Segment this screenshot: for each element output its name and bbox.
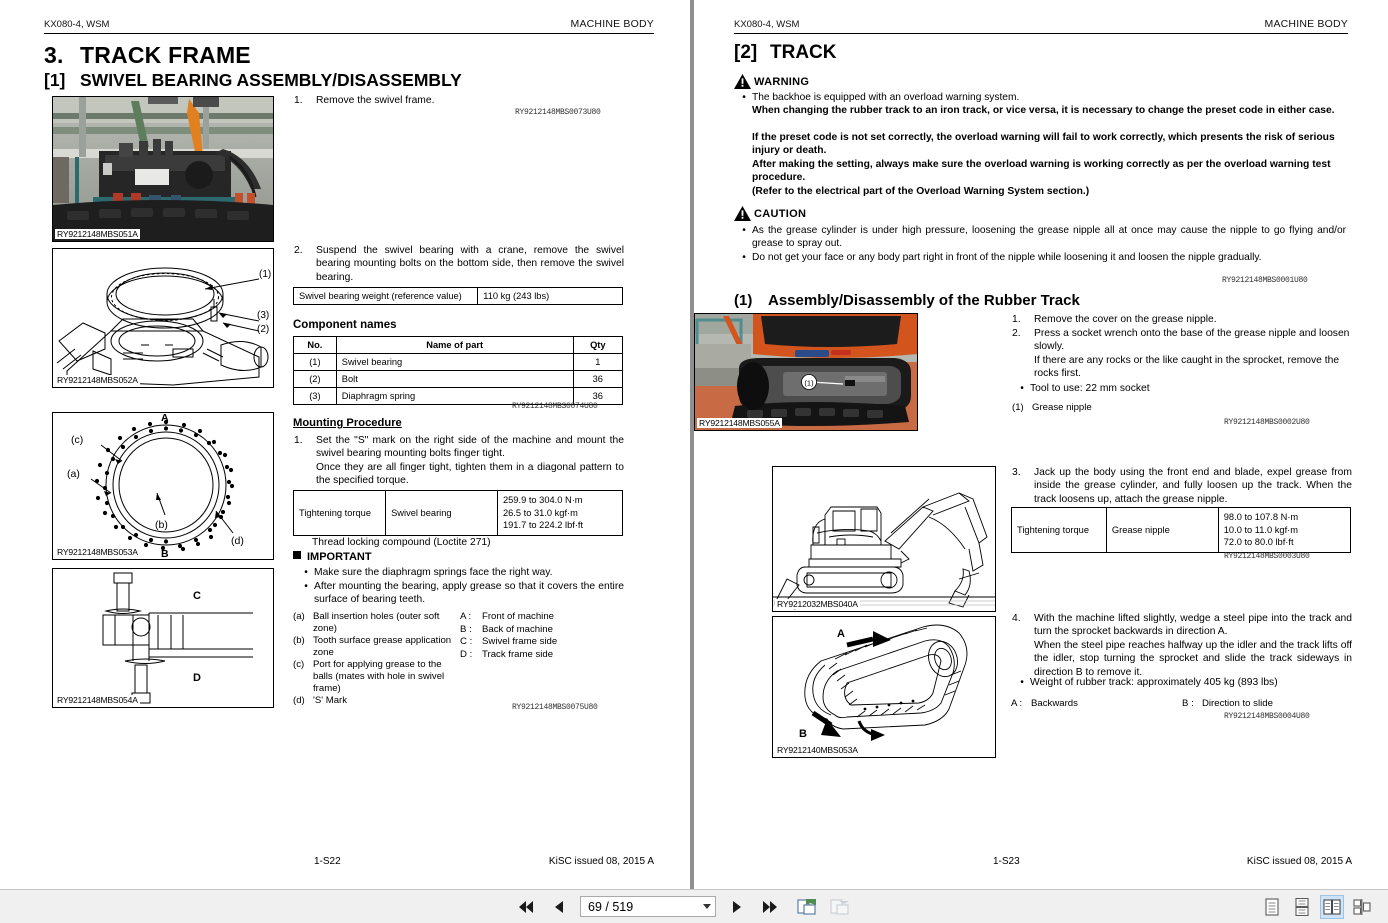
left-step-1 bbox=[294, 94, 624, 107]
two-page-icon bbox=[1323, 898, 1341, 916]
header-model: KX080-4, WSM bbox=[734, 19, 800, 30]
header-section: MACHINE BODY bbox=[1264, 18, 1348, 30]
weight-bullet bbox=[1016, 676, 1352, 689]
table-header-row bbox=[294, 337, 623, 354]
legend-key: (a) bbox=[293, 611, 305, 622]
torque-kgfm: 26.5 to 31.0 kgf·m bbox=[502, 507, 578, 518]
warning-label: WARNING bbox=[754, 75, 810, 88]
legend-key: A : bbox=[460, 611, 472, 622]
figure-track-nipple-photo bbox=[694, 313, 918, 431]
view-book-button[interactable] bbox=[1350, 895, 1374, 919]
legend-text: Tooth surface grease application zone bbox=[313, 635, 452, 658]
figure-swivel-bearing-drawing bbox=[52, 248, 274, 388]
legend-key: D : bbox=[460, 648, 473, 660]
important-item-2 bbox=[300, 580, 624, 607]
view-mode-group bbox=[1260, 895, 1374, 919]
page-title-number: [2] bbox=[734, 42, 758, 63]
tightening-torque-table-right bbox=[1011, 507, 1351, 553]
cell-no: (2) bbox=[294, 371, 337, 388]
page-subtitle-number: [1] bbox=[44, 70, 66, 90]
weight-text: Weight of rubber track: approximately 405 kg (893 lbs) bbox=[1030, 677, 1278, 688]
legend-item-b bbox=[1182, 697, 1352, 710]
legend-column-left bbox=[293, 611, 453, 707]
important-text: After mounting the bearing, apply grease so that it covers the entire surface of bearing teeth. bbox=[314, 581, 624, 606]
step-number: 2. bbox=[294, 245, 303, 256]
remove-bookmark-button[interactable] bbox=[828, 895, 852, 919]
svg-text:D: D bbox=[193, 672, 201, 684]
step-number: 2. bbox=[1012, 328, 1021, 339]
right-step-4-cont: When the steel pipe reaches halfway up the idler and the track lifts off the idler, stop turning the sprocket and slide the track sideways in direction B to remove it. bbox=[1034, 640, 1352, 678]
bullet-icon: • bbox=[742, 225, 746, 236]
view-continuous-button[interactable] bbox=[1290, 895, 1314, 919]
right-step-2-cont: If there are any rocks or the like caught in the sprocket, remove the rocks first. bbox=[1034, 355, 1340, 380]
caution-item-1 bbox=[738, 224, 1346, 250]
tool-bullet bbox=[1016, 382, 1346, 395]
table-row bbox=[294, 354, 623, 371]
caution-text: Do not get your face or any body part right in front of the nipple while loosening it and loosen the nipple gradually. bbox=[752, 252, 1262, 263]
figure-caption: RY9212148MBS052A bbox=[57, 375, 138, 385]
legend-key: (c) bbox=[293, 659, 305, 671]
legend-text: Backwards bbox=[1031, 698, 1078, 709]
bullet-icon: • bbox=[304, 567, 308, 578]
figure-bearing-ring-drawing bbox=[52, 412, 274, 560]
legend-text: Track frame side bbox=[482, 648, 554, 660]
legend-item bbox=[460, 636, 620, 648]
legend-text: Front of machine bbox=[482, 611, 554, 622]
mounting-step-1-cont: Once they are all finger tight, tighten them in a diagonal pattern to the specified torque. bbox=[316, 462, 624, 487]
caution-item-2 bbox=[738, 251, 1346, 264]
bullet-icon: • bbox=[304, 581, 308, 592]
svg-text:(1): (1) bbox=[259, 269, 272, 280]
cell-no: (3) bbox=[294, 388, 337, 405]
legend-item bbox=[460, 624, 620, 636]
step-text: With the machine lifted slightly, wedge a steel pipe into the track and turn the sprocket backwards in direction A. bbox=[1034, 613, 1352, 638]
cell-name: Bolt bbox=[336, 371, 573, 388]
last-page-icon bbox=[762, 900, 778, 914]
component-names-table bbox=[293, 336, 623, 405]
torque-lbfft: 191.7 to 224.2 lbf·ft bbox=[502, 520, 584, 530]
svg-text:(b): (b) bbox=[155, 519, 168, 531]
viewer-toolbar bbox=[0, 889, 1388, 923]
right-step-1 bbox=[1012, 313, 1352, 326]
weight-value: 110 kg (243 lbs) bbox=[478, 288, 623, 305]
col-name: Name of part bbox=[336, 337, 573, 354]
legend-key: C : bbox=[460, 636, 473, 648]
warning-triangle-icon bbox=[734, 74, 751, 89]
cell-name: Swivel bearing bbox=[336, 354, 573, 371]
next-page-icon bbox=[731, 900, 743, 914]
torque-nm: 98.0 to 107.8 N·m bbox=[1223, 512, 1299, 522]
warning-line-5: (Refer to the electrical part of the Overload Warning System section.) bbox=[752, 186, 1090, 197]
step-text: Jack up the body using the front end and blade, expel grease from inside the grease cylinder, and fully loosen up the track. When the track loosens up, attach the grease nipple. bbox=[1034, 467, 1352, 505]
legend-column-right bbox=[460, 611, 620, 660]
first-page-icon bbox=[518, 900, 534, 914]
torque-values bbox=[497, 491, 622, 536]
figure-caption: RY9212148MBS053A bbox=[57, 547, 138, 557]
figure-caption: RY9212032MBS040A bbox=[777, 599, 858, 609]
torque-values bbox=[1218, 508, 1350, 553]
table-row bbox=[294, 491, 623, 536]
figure-cross-section-drawing bbox=[52, 568, 274, 708]
bullet-icon: • bbox=[742, 252, 746, 263]
legend-item bbox=[460, 649, 620, 661]
col-no: No. bbox=[294, 337, 337, 354]
svg-text:(c): (c) bbox=[71, 434, 84, 446]
mounting-step-1 bbox=[294, 434, 624, 461]
table-row bbox=[1012, 508, 1351, 553]
torque-lbfft: 72.0 to 80.0 lbf·ft bbox=[1223, 537, 1294, 547]
legend-text: Ball insertion holes (outer soft zone) bbox=[313, 611, 440, 634]
page-subtitle-text: SWIVEL BEARING ASSEMBLY/DISASSEMBLY bbox=[80, 70, 462, 90]
cell-no: (1) bbox=[294, 354, 337, 371]
ref-code-fig1: RY9212148MBS0002U80 bbox=[1224, 418, 1310, 427]
step-text: Set the "S" mark on the right side of the machine and mount the swivel bearing mounting bolts finger tight. bbox=[316, 435, 624, 460]
caution-header bbox=[734, 206, 806, 221]
bullet-icon: • bbox=[1020, 677, 1024, 688]
section-number: (1) bbox=[734, 292, 753, 309]
legend-key: A : bbox=[1011, 698, 1023, 709]
step-number: 1. bbox=[294, 95, 303, 106]
svg-text:A: A bbox=[837, 628, 845, 640]
add-bookmark-icon bbox=[797, 898, 817, 916]
page-title bbox=[44, 42, 251, 69]
svg-text:B: B bbox=[799, 728, 807, 740]
legend-key: B : bbox=[1182, 698, 1194, 709]
document-page-right[interactable] bbox=[694, 0, 1388, 889]
line-excavator-art bbox=[773, 467, 995, 611]
legend-key: B : bbox=[460, 623, 472, 635]
legend-item bbox=[460, 611, 620, 623]
ref-code-caution: RY9212148MBS0001U80 bbox=[1222, 276, 1308, 285]
ref-code-torque: RY9212148MBS0003U80 bbox=[1224, 552, 1310, 561]
warning-item-1 bbox=[738, 91, 1346, 104]
single-page-icon bbox=[1264, 898, 1280, 916]
svg-text:C: C bbox=[193, 590, 201, 602]
previous-page-button[interactable] bbox=[547, 895, 571, 919]
header-model: KX080-4, WSM bbox=[44, 19, 110, 30]
bullet-icon: • bbox=[742, 92, 746, 103]
legend-text: Direction to slide bbox=[1202, 698, 1273, 709]
line-track-art bbox=[773, 617, 995, 757]
important-item-1 bbox=[300, 566, 624, 579]
legend-text: Swivel frame side bbox=[482, 636, 558, 648]
svg-text:(d): (d) bbox=[231, 535, 244, 547]
svg-text:(a): (a) bbox=[67, 468, 80, 480]
page-footer-right bbox=[738, 856, 1352, 867]
figure-excavator-drawing bbox=[772, 466, 996, 612]
book-view-icon bbox=[1353, 898, 1371, 916]
col-qty: Qty bbox=[573, 337, 622, 354]
step-number: 4. bbox=[1012, 613, 1021, 624]
legend-text: Back of machine bbox=[482, 623, 553, 635]
first-page-button[interactable] bbox=[514, 895, 538, 919]
section-text: Assembly/Disassembly of the Rubber Track bbox=[768, 292, 1080, 309]
step-text: Remove the cover on the grease nipple. bbox=[1034, 314, 1217, 325]
page-footer-left bbox=[44, 856, 654, 867]
page-title-text: TRACK FRAME bbox=[80, 42, 251, 68]
step-text: Press a socket wrench onto the base of the grease nipple and loosen slowly. bbox=[1034, 328, 1350, 353]
step-number: 1. bbox=[1012, 314, 1021, 325]
warning-text: The backhoe is equipped with an overload warning system. bbox=[752, 92, 1020, 103]
torque-kgfm: 10.0 to 11.0 kgf·m bbox=[1223, 524, 1299, 535]
figure-swivel-frame-photo bbox=[52, 96, 274, 242]
remove-bookmark-icon bbox=[830, 898, 850, 916]
figure-caption: RY9212148MBS051A bbox=[57, 229, 138, 239]
legend-item-a bbox=[1011, 697, 1161, 710]
ref-code-step1: RY9212148MBS0073U80 bbox=[515, 108, 601, 117]
footer-issued: KiSC issued 08, 2015 A bbox=[548, 856, 654, 867]
cell-name: Diaphragm spring bbox=[336, 388, 573, 405]
callout-note bbox=[1012, 401, 1342, 414]
torque-label: Tightening torque bbox=[294, 491, 386, 536]
callout-key: (1) bbox=[1012, 402, 1024, 413]
weight-label: Swivel bearing weight (reference value) bbox=[294, 288, 478, 305]
caution-label: CAUTION bbox=[754, 207, 807, 220]
step-number: 3. bbox=[1012, 467, 1021, 478]
page-subtitle bbox=[44, 70, 462, 91]
legend-item bbox=[293, 611, 453, 634]
section-heading bbox=[734, 292, 1080, 309]
footer-issued: KiSC issued 08, 2015 A bbox=[1246, 856, 1352, 867]
table-row bbox=[294, 371, 623, 388]
header-section: MACHINE BODY bbox=[570, 18, 654, 30]
svg-text:(1): (1) bbox=[804, 378, 814, 388]
important-text: Make sure the diaphragm springs face the right way. bbox=[314, 567, 553, 578]
left-step-2 bbox=[294, 244, 624, 284]
photo-track-nipple-art bbox=[695, 314, 917, 430]
document-page-left[interactable] bbox=[0, 0, 690, 889]
swivel-bearing-weight-table bbox=[293, 287, 623, 305]
continuous-page-icon bbox=[1294, 898, 1310, 916]
view-single-page-button[interactable] bbox=[1260, 895, 1284, 919]
view-two-page-button[interactable] bbox=[1320, 895, 1344, 919]
right-step-3 bbox=[1012, 466, 1352, 506]
bullet-icon: • bbox=[1020, 383, 1024, 394]
figure-caption: RY9212140MBS053A bbox=[777, 745, 858, 755]
cell-qty: 36 bbox=[573, 388, 622, 405]
step-text: Remove the swivel frame. bbox=[316, 95, 435, 106]
ref-code-legend: RY9212148MBS0004U80 bbox=[1224, 712, 1310, 721]
important-label: IMPORTANT bbox=[307, 551, 372, 563]
ref-code-component-table: RY9212148MBS0074U80 bbox=[512, 402, 598, 411]
legend-item bbox=[293, 695, 453, 707]
figure-caption: RY9212148MBS054A bbox=[57, 695, 138, 705]
component-names-heading: Component names bbox=[293, 319, 397, 331]
legend-item bbox=[293, 659, 453, 694]
legend-text: Port for applying grease to the balls (mates with hole in swivel frame) bbox=[313, 659, 445, 694]
torque-nm: 259.9 to 304.0 N·m bbox=[502, 495, 583, 505]
svg-text:B: B bbox=[161, 548, 169, 559]
ref-code-legend: RY9212148MBS0075U80 bbox=[512, 703, 598, 712]
page-header-right bbox=[734, 18, 1348, 34]
tightening-torque-table-left bbox=[293, 490, 623, 536]
footer-page-number: 1-S23 bbox=[993, 856, 1020, 867]
figure-caption: RY9212148MBS055A bbox=[699, 418, 780, 428]
svg-text:(3): (3) bbox=[257, 310, 270, 321]
page-navigation-group bbox=[514, 895, 852, 919]
table-row bbox=[294, 288, 623, 305]
warning-line-3: If the preset code is not set correctly, the overload warning will fail to work correctly, which presents the risk of serious injury or death. bbox=[752, 132, 1335, 157]
page-title bbox=[734, 42, 837, 64]
callout-text: Grease nipple bbox=[1032, 402, 1092, 413]
torque-part: Grease nipple bbox=[1106, 508, 1218, 553]
svg-text:(2): (2) bbox=[257, 324, 270, 335]
previous-page-icon bbox=[553, 900, 565, 914]
caution-triangle-icon bbox=[734, 206, 751, 221]
page-title-number: 3. bbox=[44, 42, 64, 68]
next-page-button[interactable] bbox=[725, 895, 749, 919]
right-step-4 bbox=[1012, 612, 1352, 639]
right-step-2 bbox=[1012, 327, 1352, 354]
legend-key: (b) bbox=[293, 635, 305, 647]
legend-text: 'S' Mark bbox=[313, 695, 348, 707]
square-bullet-icon bbox=[293, 551, 301, 559]
footer-page-number: 1-S22 bbox=[314, 856, 341, 867]
add-bookmark-button[interactable] bbox=[795, 895, 819, 919]
warning-line-2: When changing the rubber track to an iron track, or vice versa, it is necessary to change the preset code in either case. bbox=[752, 105, 1335, 116]
page-number-value: 69 / 519 bbox=[588, 899, 634, 914]
torque-label: Tightening torque bbox=[1012, 508, 1107, 553]
warning-line-4: After making the setting, always make sure the overload warning is working correctly as per the overload warning test procedure. bbox=[752, 159, 1331, 184]
photo-swivel-frame-art bbox=[53, 97, 273, 241]
figure-rubber-track-drawing bbox=[772, 616, 996, 758]
mounting-procedure-heading: Mounting Procedure bbox=[293, 417, 402, 429]
step-number: 1. bbox=[294, 435, 303, 446]
line-section-art bbox=[53, 569, 273, 707]
step-text: Suspend the swivel bearing with a crane, remove the swivel bearing mounting bolts on the bottom side, then remove the swivel bearing. bbox=[316, 245, 624, 283]
line-bearing-ring-art bbox=[53, 413, 273, 559]
page-header-left bbox=[44, 18, 654, 34]
svg-text:A: A bbox=[161, 413, 169, 424]
chevron-down-icon[interactable] bbox=[703, 904, 711, 909]
important-heading bbox=[293, 551, 372, 564]
last-page-button[interactable] bbox=[758, 895, 782, 919]
cell-qty: 36 bbox=[573, 371, 622, 388]
legend-item bbox=[293, 635, 453, 658]
tool-text: Tool to use: 22 mm socket bbox=[1030, 383, 1150, 394]
warning-header bbox=[734, 74, 809, 89]
cell-qty: 1 bbox=[573, 354, 622, 371]
page-title-text: TRACK bbox=[770, 42, 837, 63]
thread-lock-note: Thread locking compound (Loctite 271) bbox=[312, 537, 491, 548]
line-swivel-bearing-art bbox=[53, 249, 273, 387]
legend-key: (d) bbox=[293, 695, 305, 707]
torque-part: Swivel bearing bbox=[386, 491, 498, 536]
page-number-input[interactable] bbox=[580, 896, 716, 917]
caution-text: As the grease cylinder is under high pressure, loosening the grease nipple all at once may cause the nipple to go flying and/or grease to spray out. bbox=[752, 225, 1346, 250]
